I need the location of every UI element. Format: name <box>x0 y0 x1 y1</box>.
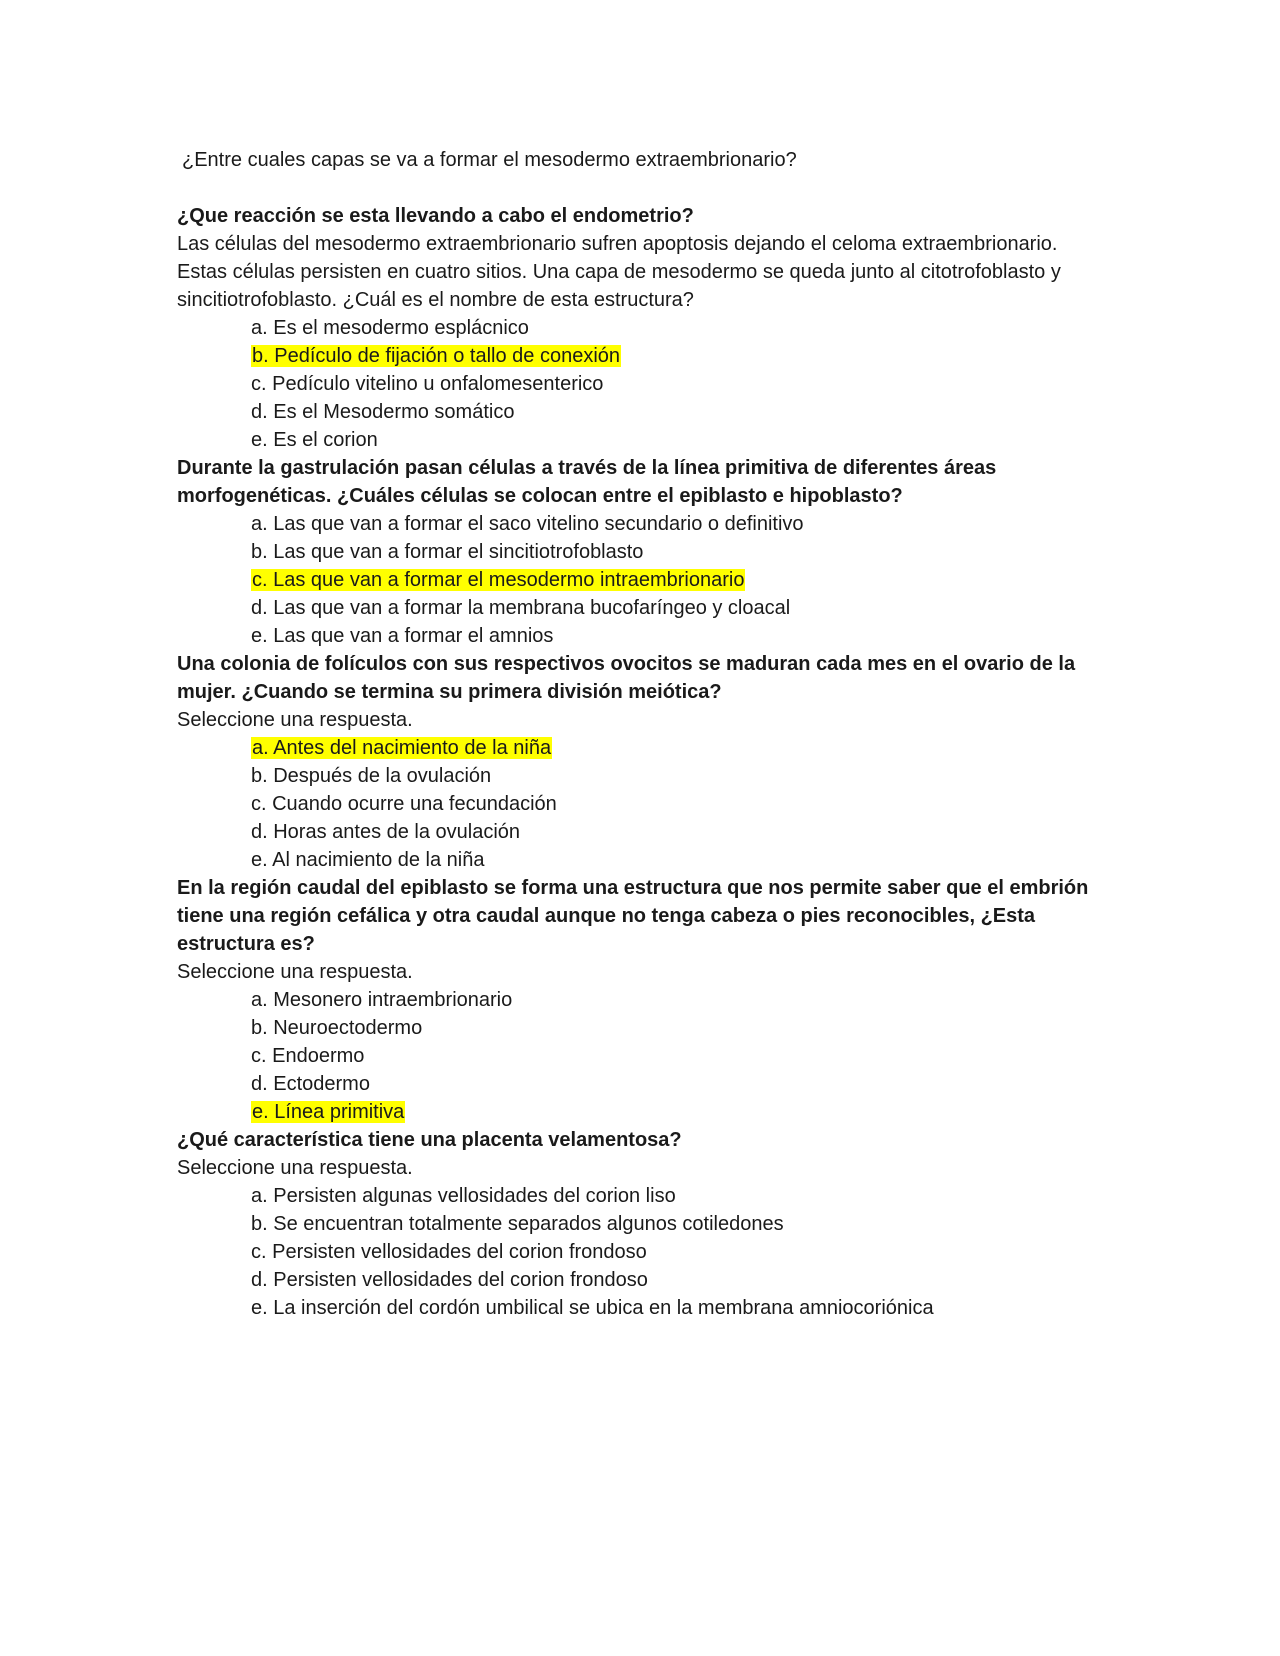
answer-option <box>177 1238 1107 1266</box>
question-title: ¿Que reacción se esta llevando a cabo el endometrio? <box>177 205 694 227</box>
answer-option <box>177 846 1107 874</box>
answer-option-text: a. Mesonero intraembrionario <box>251 989 513 1011</box>
answer-option <box>177 1294 1107 1322</box>
answer-option-text: c. Persisten vellosidades del corion frondoso <box>251 1241 647 1263</box>
answer-option <box>177 370 1107 398</box>
answer-option-correct <box>177 342 1107 370</box>
answer-option <box>177 426 1107 454</box>
answer-option-text: e. Al nacimiento de la niña <box>251 849 485 871</box>
answer-option <box>177 314 1107 342</box>
answer-option-text: a. Persisten algunas vellosidades del corion liso <box>251 1185 676 1207</box>
answer-option-text: b. Se encuentran totalmente separados algunos cotiledones <box>251 1213 784 1235</box>
highlighted-answer: b. Pedículo de fijación o tallo de conexión <box>252 345 621 367</box>
document-page <box>177 146 1107 1322</box>
answer-option-text: a. Las que van a formar el saco vitelino secundario o definitivo <box>251 513 804 535</box>
question-title: Una colonia de folículos con sus respectivos ovocitos se maduran cada mes en el ovario de la mujer. ¿Cuando se termina su primera división meiótica? <box>177 653 1076 703</box>
question-title: Durante la gastrulación pasan células a través de la línea primitiva de diferentes áreas morfogenéticas. ¿Cuáles células se colocan entre el epiblasto e hipoblasto? <box>177 457 997 507</box>
answer-option-text: d. Ectodermo <box>251 1073 370 1095</box>
answer-option-text: e. Es el corion <box>251 429 378 451</box>
answer-option <box>177 538 1107 566</box>
answer-option-correct <box>177 566 1107 594</box>
answer-option <box>177 398 1107 426</box>
answer-option <box>177 1210 1107 1238</box>
answer-prompt: Seleccione una respuesta. <box>177 709 413 731</box>
answer-option-text: e. Las que van a formar el amnios <box>251 625 554 647</box>
answer-option <box>177 1014 1107 1042</box>
answer-option-text: d. Las que van a formar la membrana bucofaríngeo y cloacal <box>251 597 791 619</box>
answer-option <box>177 790 1107 818</box>
answer-option-text: c. Pedículo vitelino u onfalomesenterico <box>251 373 604 395</box>
answer-option <box>177 1042 1107 1070</box>
spacer <box>177 174 1107 202</box>
answer-option-text: e. La inserción del cordón umbilical se ubica en la membrana amniocoriónica <box>251 1297 934 1319</box>
question-title: ¿Qué característica tiene una placenta velamentosa? <box>177 1129 682 1151</box>
answer-option-text: d. Persisten vellosidades del corion frondoso <box>251 1269 648 1291</box>
answer-option-correct <box>177 734 1107 762</box>
highlighted-answer: c. Las que van a formar el mesodermo intraembrionario <box>252 569 745 591</box>
answer-prompt: Seleccione una respuesta. <box>177 1157 413 1179</box>
answer-option <box>177 594 1107 622</box>
answer-option-text: c. Endoermo <box>251 1045 365 1067</box>
answer-option <box>177 1182 1107 1210</box>
answer-option-text: b. Las que van a formar el sincitiotrofoblasto <box>251 541 644 563</box>
answer-option-correct <box>177 1098 1107 1126</box>
answer-option <box>177 818 1107 846</box>
intro-question: ¿Entre cuales capas se va a formar el mesodermo extraembrionario? <box>182 149 797 171</box>
answer-option <box>177 986 1107 1014</box>
answer-option <box>177 1070 1107 1098</box>
answer-option-text: b. Neuroectodermo <box>251 1017 423 1039</box>
answer-option <box>177 1266 1107 1294</box>
answer-prompt: Seleccione una respuesta. <box>177 961 413 983</box>
answer-option-text: d. Es el Mesodermo somático <box>251 401 515 423</box>
answer-option <box>177 622 1107 650</box>
highlighted-answer: e. Línea primitiva <box>252 1101 405 1123</box>
answer-option <box>177 762 1107 790</box>
answer-option-text: d. Horas antes de la ovulación <box>251 821 521 843</box>
question-title: En la región caudal del epiblasto se forma una estructura que nos permite saber que el embrión tiene una región cefálica y otra caudal aunque no tenga cabeza o pies reconocibles, ¿Esta estructura es? <box>177 877 1089 955</box>
highlighted-answer: a. Antes del nacimiento de la niña <box>252 737 552 759</box>
answer-option-text: b. Después de la ovulación <box>251 765 492 787</box>
answer-option-text: a. Es el mesodermo esplácnico <box>251 317 529 339</box>
answer-option-text: c. Cuando ocurre una fecundación <box>251 793 557 815</box>
question-body: Las células del mesodermo extraembrionario sufren apoptosis dejando el celoma extraembrionario. Estas células persisten en cuatro sitios. Una capa de mesodermo se queda junto al citotrofoblasto y sincitiotrofoblasto. ¿Cuál es el nombre de esta estructura? <box>177 233 1061 311</box>
answer-option <box>177 510 1107 538</box>
